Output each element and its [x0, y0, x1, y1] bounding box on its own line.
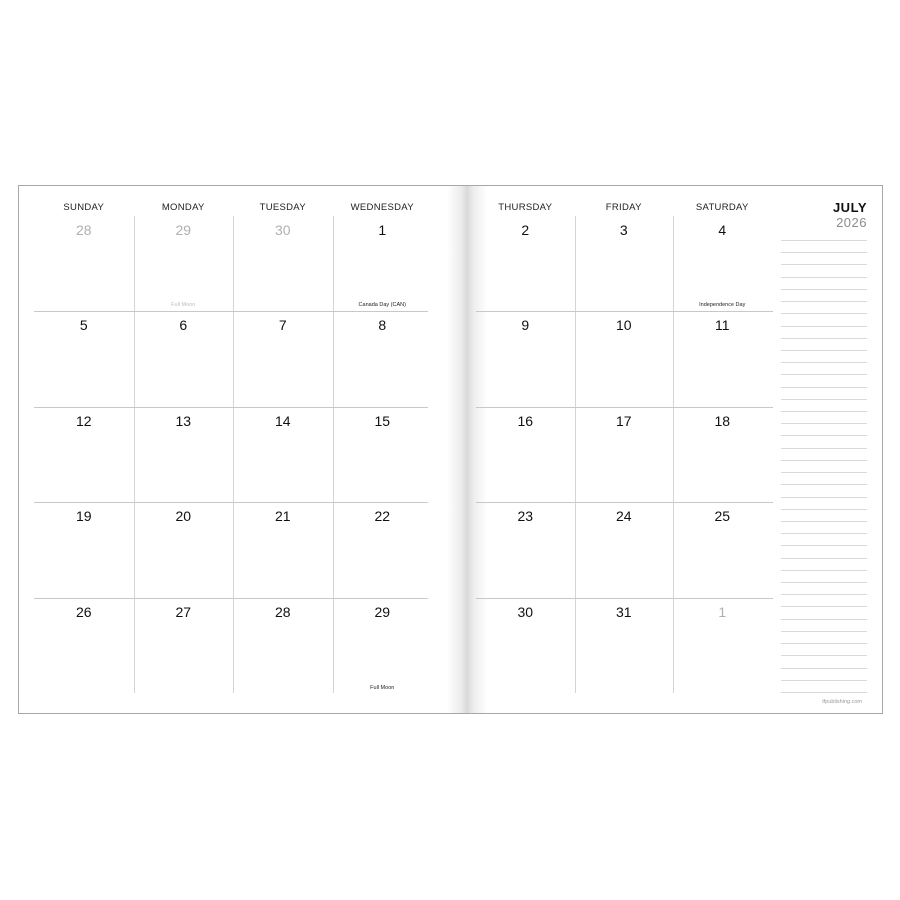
day-number: 15: [374, 412, 391, 429]
day-cell[interactable]: [34, 502, 134, 597]
day-cell[interactable]: [233, 407, 333, 502]
day-cell[interactable]: [233, 216, 333, 311]
right-page: [476, 186, 773, 713]
day-number: 28: [274, 603, 291, 620]
publisher-footer: tfpublishing.com: [822, 699, 862, 705]
day-cell[interactable]: [333, 598, 433, 693]
day-number: 6: [179, 317, 188, 334]
day-cell[interactable]: [333, 502, 433, 597]
day-cell[interactable]: [134, 502, 234, 597]
day-number: 30: [274, 222, 291, 238]
day-cell[interactable]: [673, 598, 772, 693]
note-line[interactable]: [781, 606, 867, 607]
day-cell[interactable]: [233, 311, 333, 406]
day-cell[interactable]: [673, 502, 772, 597]
note-line[interactable]: [781, 277, 867, 278]
note-line[interactable]: [781, 301, 867, 302]
day-number: 4: [718, 222, 727, 238]
day-number: 11: [714, 317, 730, 334]
day-header: SUNDAY: [63, 202, 105, 213]
note-line[interactable]: [781, 338, 867, 339]
day-cell[interactable]: [476, 407, 575, 502]
day-number: 17: [615, 412, 632, 429]
day-header: SATURDAY: [695, 202, 749, 213]
note-line[interactable]: [781, 570, 867, 571]
day-cell[interactable]: [134, 216, 234, 311]
note-line[interactable]: [781, 240, 867, 241]
day-number: 7: [278, 317, 287, 334]
day-number: 29: [374, 603, 391, 620]
note-line[interactable]: [781, 448, 867, 449]
day-number: 21: [274, 508, 291, 525]
day-number: 2: [521, 222, 530, 238]
day-number: 22: [374, 508, 391, 525]
day-number: 19: [75, 508, 92, 525]
day-cell[interactable]: [575, 311, 674, 406]
day-cell[interactable]: [233, 598, 333, 693]
note-line[interactable]: [781, 374, 867, 375]
note-line[interactable]: [781, 680, 867, 681]
note-line[interactable]: [781, 399, 867, 400]
day-cell[interactable]: [476, 311, 575, 406]
day-header: WEDNESDAY: [350, 202, 414, 213]
day-header: MONDAY: [161, 202, 205, 213]
day-cell[interactable]: [476, 502, 575, 597]
day-number: 9: [521, 317, 530, 334]
day-number: 23: [517, 508, 534, 525]
day-cell[interactable]: [333, 216, 433, 311]
day-cell[interactable]: [333, 407, 433, 502]
note-line[interactable]: [781, 594, 867, 595]
day-cell[interactable]: [575, 502, 674, 597]
day-number: 25: [714, 508, 731, 525]
day-number: 1: [718, 603, 727, 620]
note-line[interactable]: [781, 313, 867, 314]
day-cell[interactable]: [673, 311, 772, 406]
note-line[interactable]: [781, 545, 867, 546]
day-cell[interactable]: [476, 216, 575, 311]
day-header: TUESDAY: [259, 202, 306, 213]
day-cell[interactable]: [233, 502, 333, 597]
day-number: 10: [615, 317, 632, 334]
day-number: 8: [378, 317, 387, 334]
note-line[interactable]: [781, 497, 867, 498]
day-number: 29: [175, 222, 192, 238]
day-event-note: Full Moon: [370, 684, 395, 691]
note-line[interactable]: [781, 521, 867, 522]
day-number: 14: [274, 412, 291, 429]
day-number: 31: [615, 603, 632, 620]
day-header: THURSDAY: [498, 202, 553, 213]
note-line[interactable]: [781, 643, 867, 644]
note-line[interactable]: [781, 350, 867, 351]
right-calendar-grid: [476, 186, 773, 713]
day-number: 27: [175, 603, 192, 620]
note-line[interactable]: [781, 362, 867, 363]
year-title: 2026: [836, 215, 867, 230]
day-cell[interactable]: [134, 311, 234, 406]
note-line[interactable]: [781, 387, 867, 388]
day-number: 24: [615, 508, 632, 525]
day-cell[interactable]: [575, 598, 674, 693]
planner-spread: [18, 185, 883, 714]
note-line[interactable]: [781, 692, 867, 693]
day-number: 18: [714, 412, 731, 429]
day-cell[interactable]: [476, 598, 575, 693]
day-number: 30: [517, 603, 534, 620]
day-number: 3: [619, 222, 628, 238]
note-line[interactable]: [781, 509, 867, 510]
note-line[interactable]: [781, 252, 867, 253]
note-line[interactable]: [781, 582, 867, 583]
note-line[interactable]: [781, 472, 867, 473]
day-number: 16: [517, 412, 534, 429]
day-event-note: Canada Day (CAN): [358, 302, 406, 309]
day-cell[interactable]: [134, 598, 234, 693]
day-number: 28: [75, 222, 92, 238]
notes-sidebar: [781, 186, 871, 713]
left-calendar-grid: [34, 186, 428, 713]
left-page: [34, 186, 428, 713]
month-title: JULY: [832, 200, 867, 215]
day-number: 20: [175, 508, 192, 525]
note-line[interactable]: [781, 289, 867, 290]
note-line[interactable]: [781, 619, 867, 620]
note-line[interactable]: [781, 655, 867, 656]
note-line[interactable]: [781, 484, 867, 485]
day-cell[interactable]: [673, 407, 772, 502]
day-number: 26: [75, 603, 92, 620]
day-number: 5: [79, 317, 88, 334]
note-line[interactable]: [781, 668, 867, 669]
day-header: FRIDAY: [605, 202, 642, 213]
day-cell[interactable]: [34, 311, 134, 406]
day-cell[interactable]: [673, 216, 772, 311]
note-line[interactable]: [781, 533, 867, 534]
day-cell[interactable]: [333, 311, 433, 406]
day-number: 12: [75, 412, 92, 429]
day-event-note: Independence Day: [699, 302, 746, 309]
notes-lines: [781, 240, 867, 692]
note-line[interactable]: [781, 631, 867, 632]
day-cell[interactable]: [34, 598, 134, 693]
day-cell[interactable]: [575, 407, 674, 502]
note-line[interactable]: [781, 423, 867, 424]
day-cell[interactable]: [575, 216, 674, 311]
day-cell[interactable]: [34, 407, 134, 502]
note-line[interactable]: [781, 411, 867, 412]
note-line[interactable]: [781, 435, 867, 436]
note-line[interactable]: [781, 264, 867, 265]
note-line[interactable]: [781, 558, 867, 559]
day-number: 13: [175, 412, 192, 429]
day-event-note: Full Moon: [171, 302, 196, 309]
note-line[interactable]: [781, 326, 867, 327]
day-cell[interactable]: [34, 216, 134, 311]
day-cell[interactable]: [134, 407, 234, 502]
note-line[interactable]: [781, 460, 867, 461]
day-number: 1: [378, 222, 387, 238]
